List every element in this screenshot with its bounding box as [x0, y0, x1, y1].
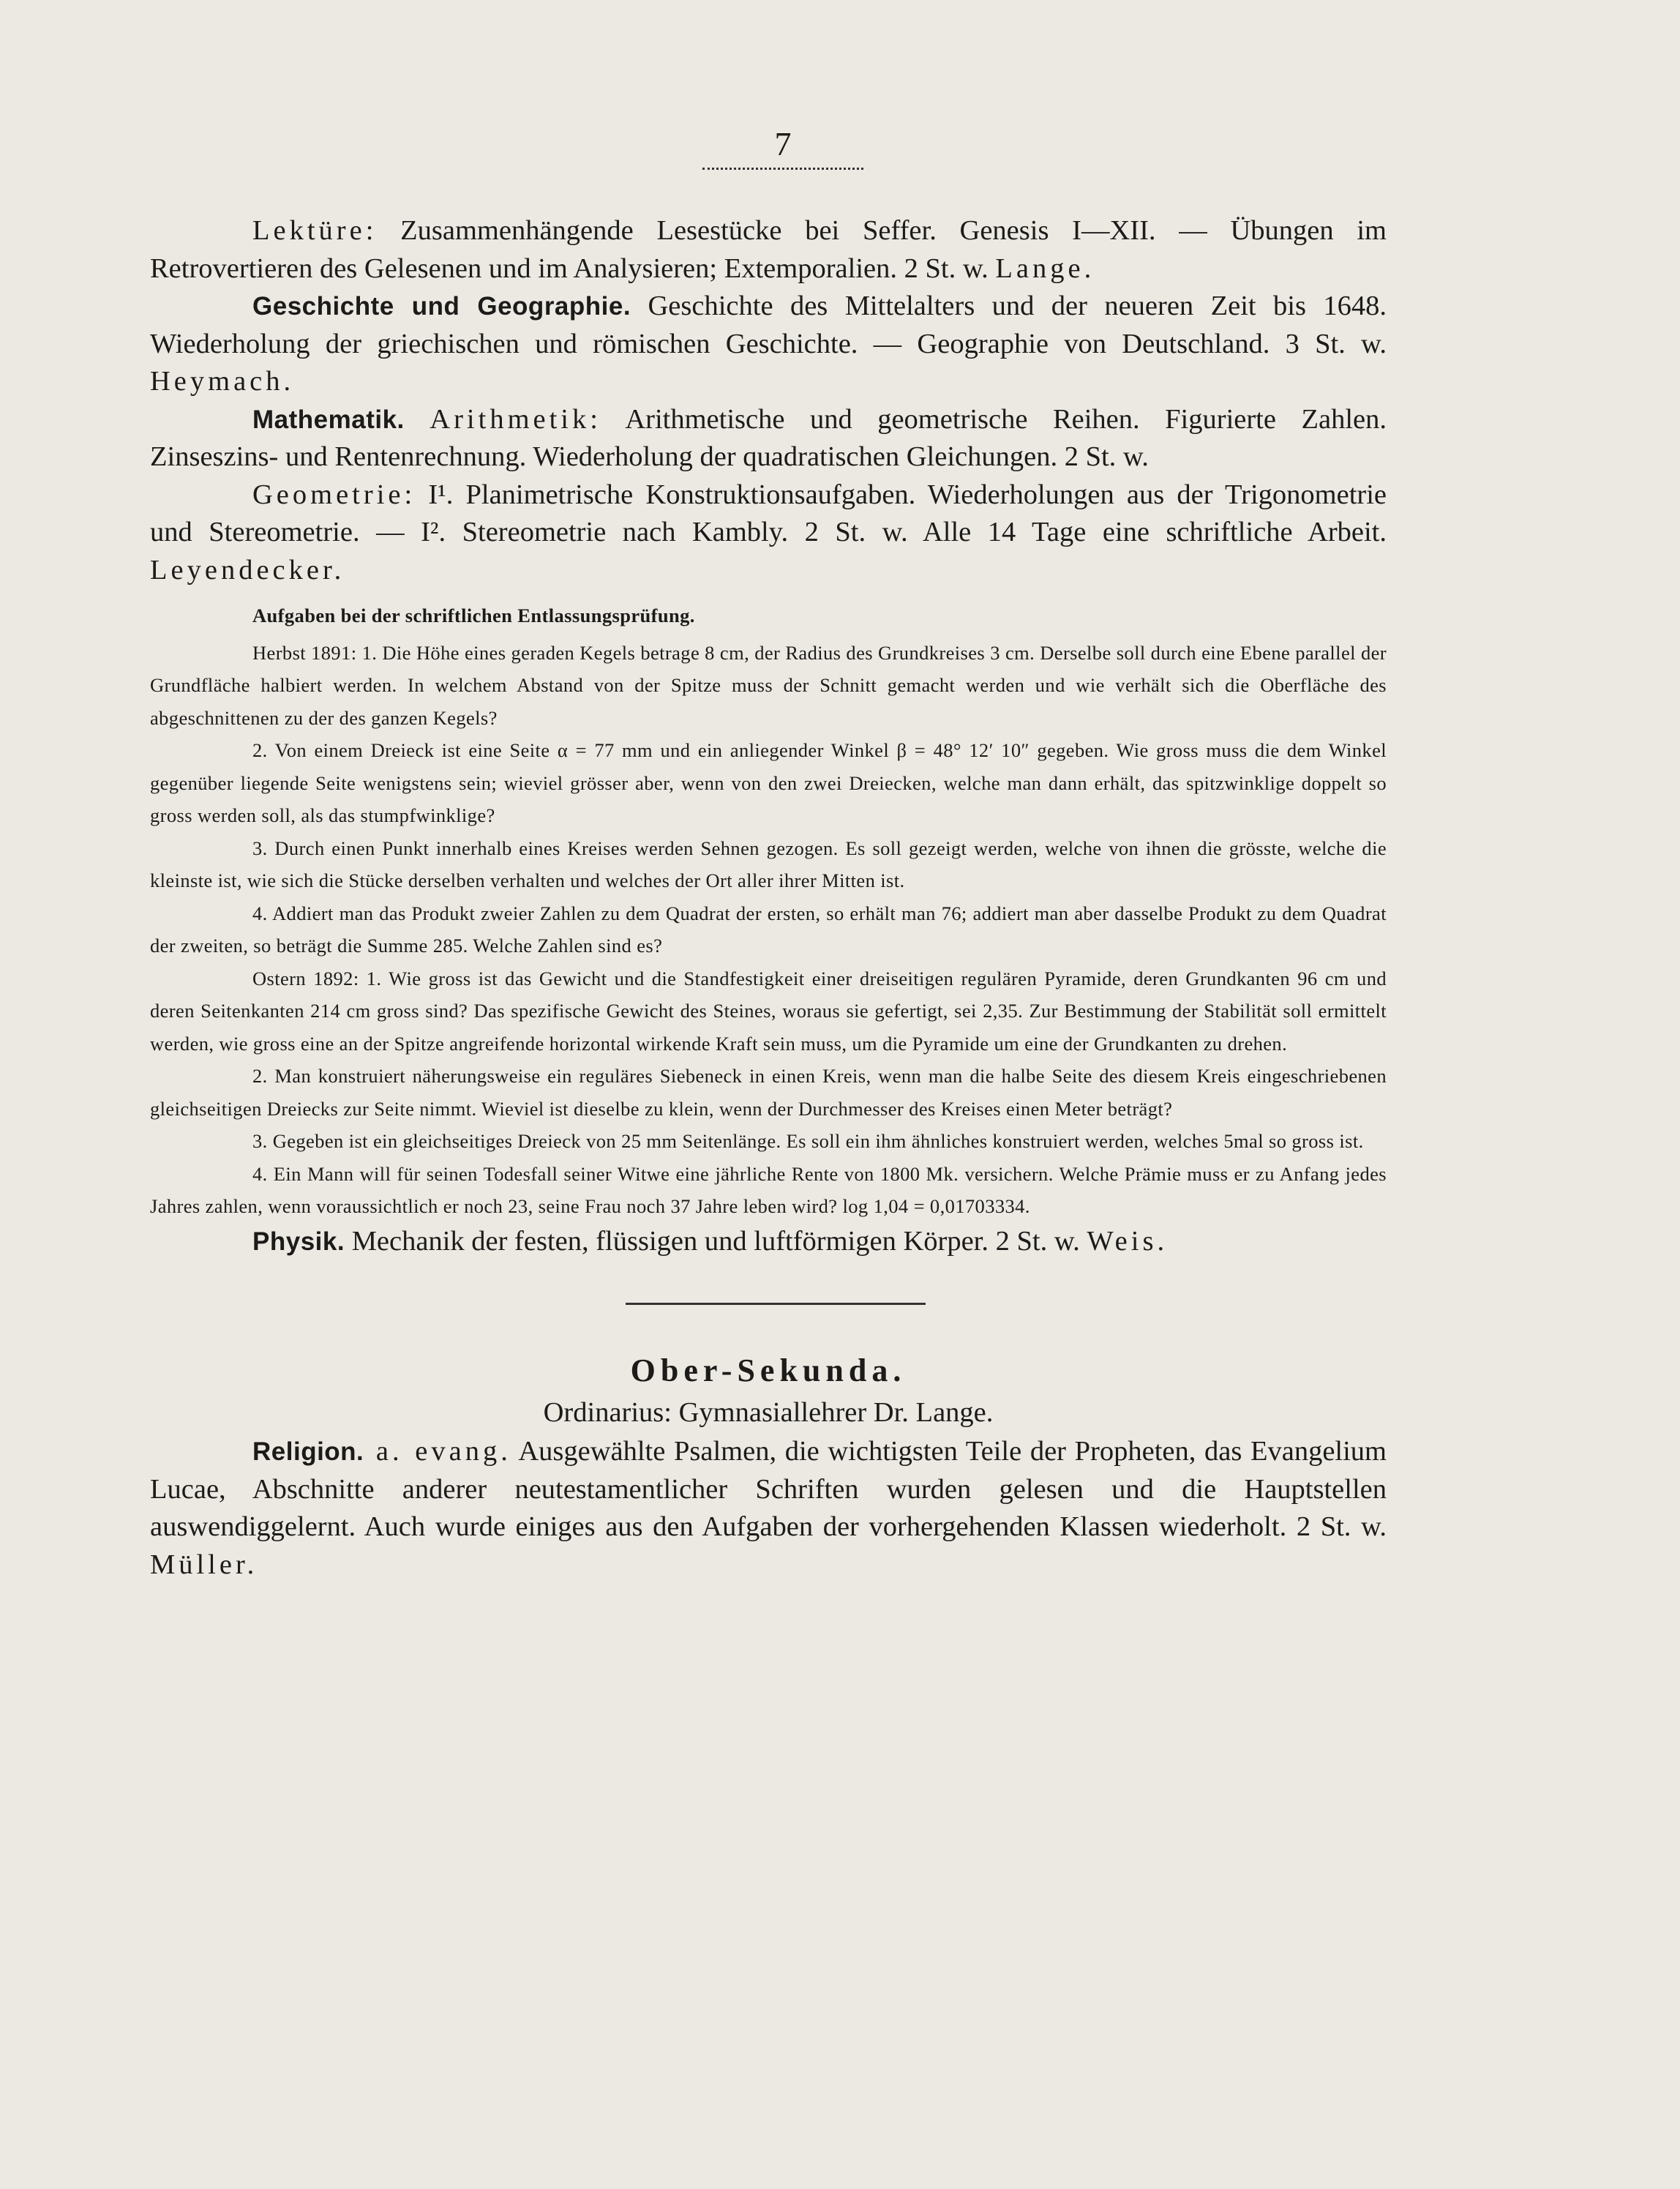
main-text-block: [150, 212, 1387, 589]
mathematik-heading: Mathematik.: [252, 405, 405, 434]
exam-ostern-2: 2. Man konstruiert näherungsweise ein reguläres Siebeneck in einen Kreis, wenn man die halbe Seite des diesem Kreis eingeschriebenen gleichseitigen Dreiecks zur Seite nimmt. Wieviel ist dieselbe zu klein, wenn der Durchmesser des Kreises einen Meter beträgt?: [150, 1065, 1387, 1120]
physik-text: Mechanik der festen, flüssigen und luftförmigen Körper. 2 St. w.: [345, 1225, 1087, 1257]
exam-title: Aufgaben bei der schriftlichen Entlassungsprüfung.: [252, 605, 695, 626]
religion-teacher: Müller.: [150, 1549, 258, 1580]
physik-heading: Physik.: [252, 1227, 345, 1256]
exam-block: [150, 599, 1387, 1223]
lektuere-teacher: Lange.: [995, 252, 1095, 284]
lektuere-label: Lektüre:: [252, 215, 378, 246]
exam-herbst-3: 3. Durch einen Punkt innerhalb eines Kreises werden Sehnen gezogen. Es soll gezeigt werden, welche von ihnen die grösste, welche die kleinste ist, wie sich die Stücke derselben verhalten und welches der Ort aller ihrer Mitten ist.: [150, 837, 1387, 891]
lektuere-paragraph: [150, 212, 1387, 288]
religion-block: [150, 1433, 1387, 1584]
geometrie-teacher: Leyendecker.: [150, 554, 345, 585]
exam-ostern-3: 3. Gegeben ist ein gleichseitiges Dreieck von 25 mm Seitenlänge. Es soll ein ihm ähnliches konstruiert werden, welches 5mal so gross ist.: [252, 1130, 1364, 1152]
arithmetik-label: Arithmetik:: [430, 403, 601, 435]
geschichte-teacher: Heymach.: [150, 366, 295, 397]
religion-paragraph: [150, 1433, 1387, 1584]
religion-label: a. evang.: [364, 1436, 511, 1467]
physik-block: [150, 1223, 1387, 1261]
exam-ostern-1: Ostern 1892: 1. Wie gross ist das Gewicht und die Standfestigkeit einer dreiseitigen regulären Pyramide, deren Grundkanten 96 cm und deren Seitenkanten 214 cm gross sind? Das spezifische Gewicht des Steines, woraus sie gefertigt, sei 2,35. Zur Bestimmung der Stabilität soll ermittelt werden, wie gross eine an der Spitze angreifende horizontal wirkende Kraft sein muss, um die Pyramide um eine der Grundkanten zu drehen.: [150, 967, 1387, 1055]
arithmetik-text: Arithmetische und geometrische Reihen. Figurierte Zahlen. Zinseszins- und Rentenrechnung. Wiederholung der quadratischen Gleichungen. 2 St. w.: [150, 403, 1387, 472]
religion-heading: Religion.: [252, 1437, 364, 1466]
exam-herbst-4: 4. Addiert man das Produkt zweier Zahlen zu dem Quadrat der ersten, so erhält man 76; addiert man aber dasselbe Produkt zu dem Quadrat der zweiten, so beträgt die Summe 285. Welche Zahlen sind es?: [150, 902, 1387, 957]
geometrie-paragraph: [150, 476, 1387, 590]
ordinarius-line: Ordinarius: Gymnasiallehrer Dr. Lange.: [543, 1397, 994, 1428]
mathematik-paragraph: [150, 401, 1387, 476]
section-divider: [626, 1303, 926, 1305]
geschichte-paragraph: [150, 288, 1387, 401]
section-title: Ober-Sekunda.: [630, 1352, 907, 1388]
page-content: [150, 124, 1387, 1584]
lektuere-text: Zusammenhängende Lesestücke bei Seffer. Genesis I—XII. — Übungen im Retrovertieren des Gelesenen und im Analysieren; Extemporalien. 2 St. w.: [150, 215, 1387, 284]
exam-ostern-4: 4. Ein Mann will für seinen Todesfall seiner Witwe eine jährliche Rente von 1800 Mk. versichern. Welche Prämie muss er zu Anfang jedes Jahres zahlen, wenn voraussichtlich er noch 23, seine Frau noch 37 Jahre leben wird? log 1,04 = 0,01703334.: [150, 1162, 1387, 1217]
page-number: 7: [774, 125, 792, 162]
geometrie-text: I¹. Planimetrische Konstruktionsaufgaben. Wiederholungen aus der Trigonometrie und Stereometrie. — I². Stereometrie nach Kambly. 2 St. w. Alle 14 Tage eine schriftliche Arbeit.: [150, 479, 1387, 547]
physik-teacher: Weis.: [1087, 1225, 1169, 1257]
religion-text: Ausgewählte Psalmen, die wichtigsten Teile der Propheten, das Evangelium Lucae, Abschnitte anderer neutestamentlicher Schriften wurden gelesen und die Hauptstellen auswendiggelernt. Auch wurde einiges aus den Aufgaben der vorhergehenden Klassen wiederholt. 2 St. w.: [150, 1436, 1387, 1542]
geometrie-label: Geometrie:: [252, 479, 416, 510]
exam-herbst-1: Herbst 1891: 1. Die Höhe eines geraden Kegels betrage 8 cm, der Radius des Grundkreises 3 cm. Derselbe soll durch eine Ebene parallel der Grundfläche halbiert werden. In welchem Abstand von der Spitze muss der Schnitt gemacht werden und wie verhält sich die Oberfläche des abgeschnittenen zu der des ganzen Kegels?: [150, 641, 1387, 729]
page-number-ornament: [702, 168, 863, 170]
exam-herbst-2: 2. Von einem Dreieck ist eine Seite α = 77 mm und ein anliegender Winkel β = 48° 12′ 10″ gegeben. Wie gross muss die dem Winkel gegenüber liegende Seite wenigstens sein; wieviel grösser aber, wenn von den zwei Dreiecken, welche man dann erhält, das spitzwinklige doppelt so gross werden soll, als das stumpfwinklige?: [150, 739, 1387, 826]
geschichte-text: Geschichte des Mittelalters und der neueren Zeit bis 1648. Wiederholung der griechischen und römischen Geschichte. — Geographie von Deutschland. 3 St. w.: [150, 291, 1387, 359]
physik-paragraph: [150, 1223, 1387, 1261]
geschichte-heading: Geschichte und Geographie.: [252, 292, 631, 321]
